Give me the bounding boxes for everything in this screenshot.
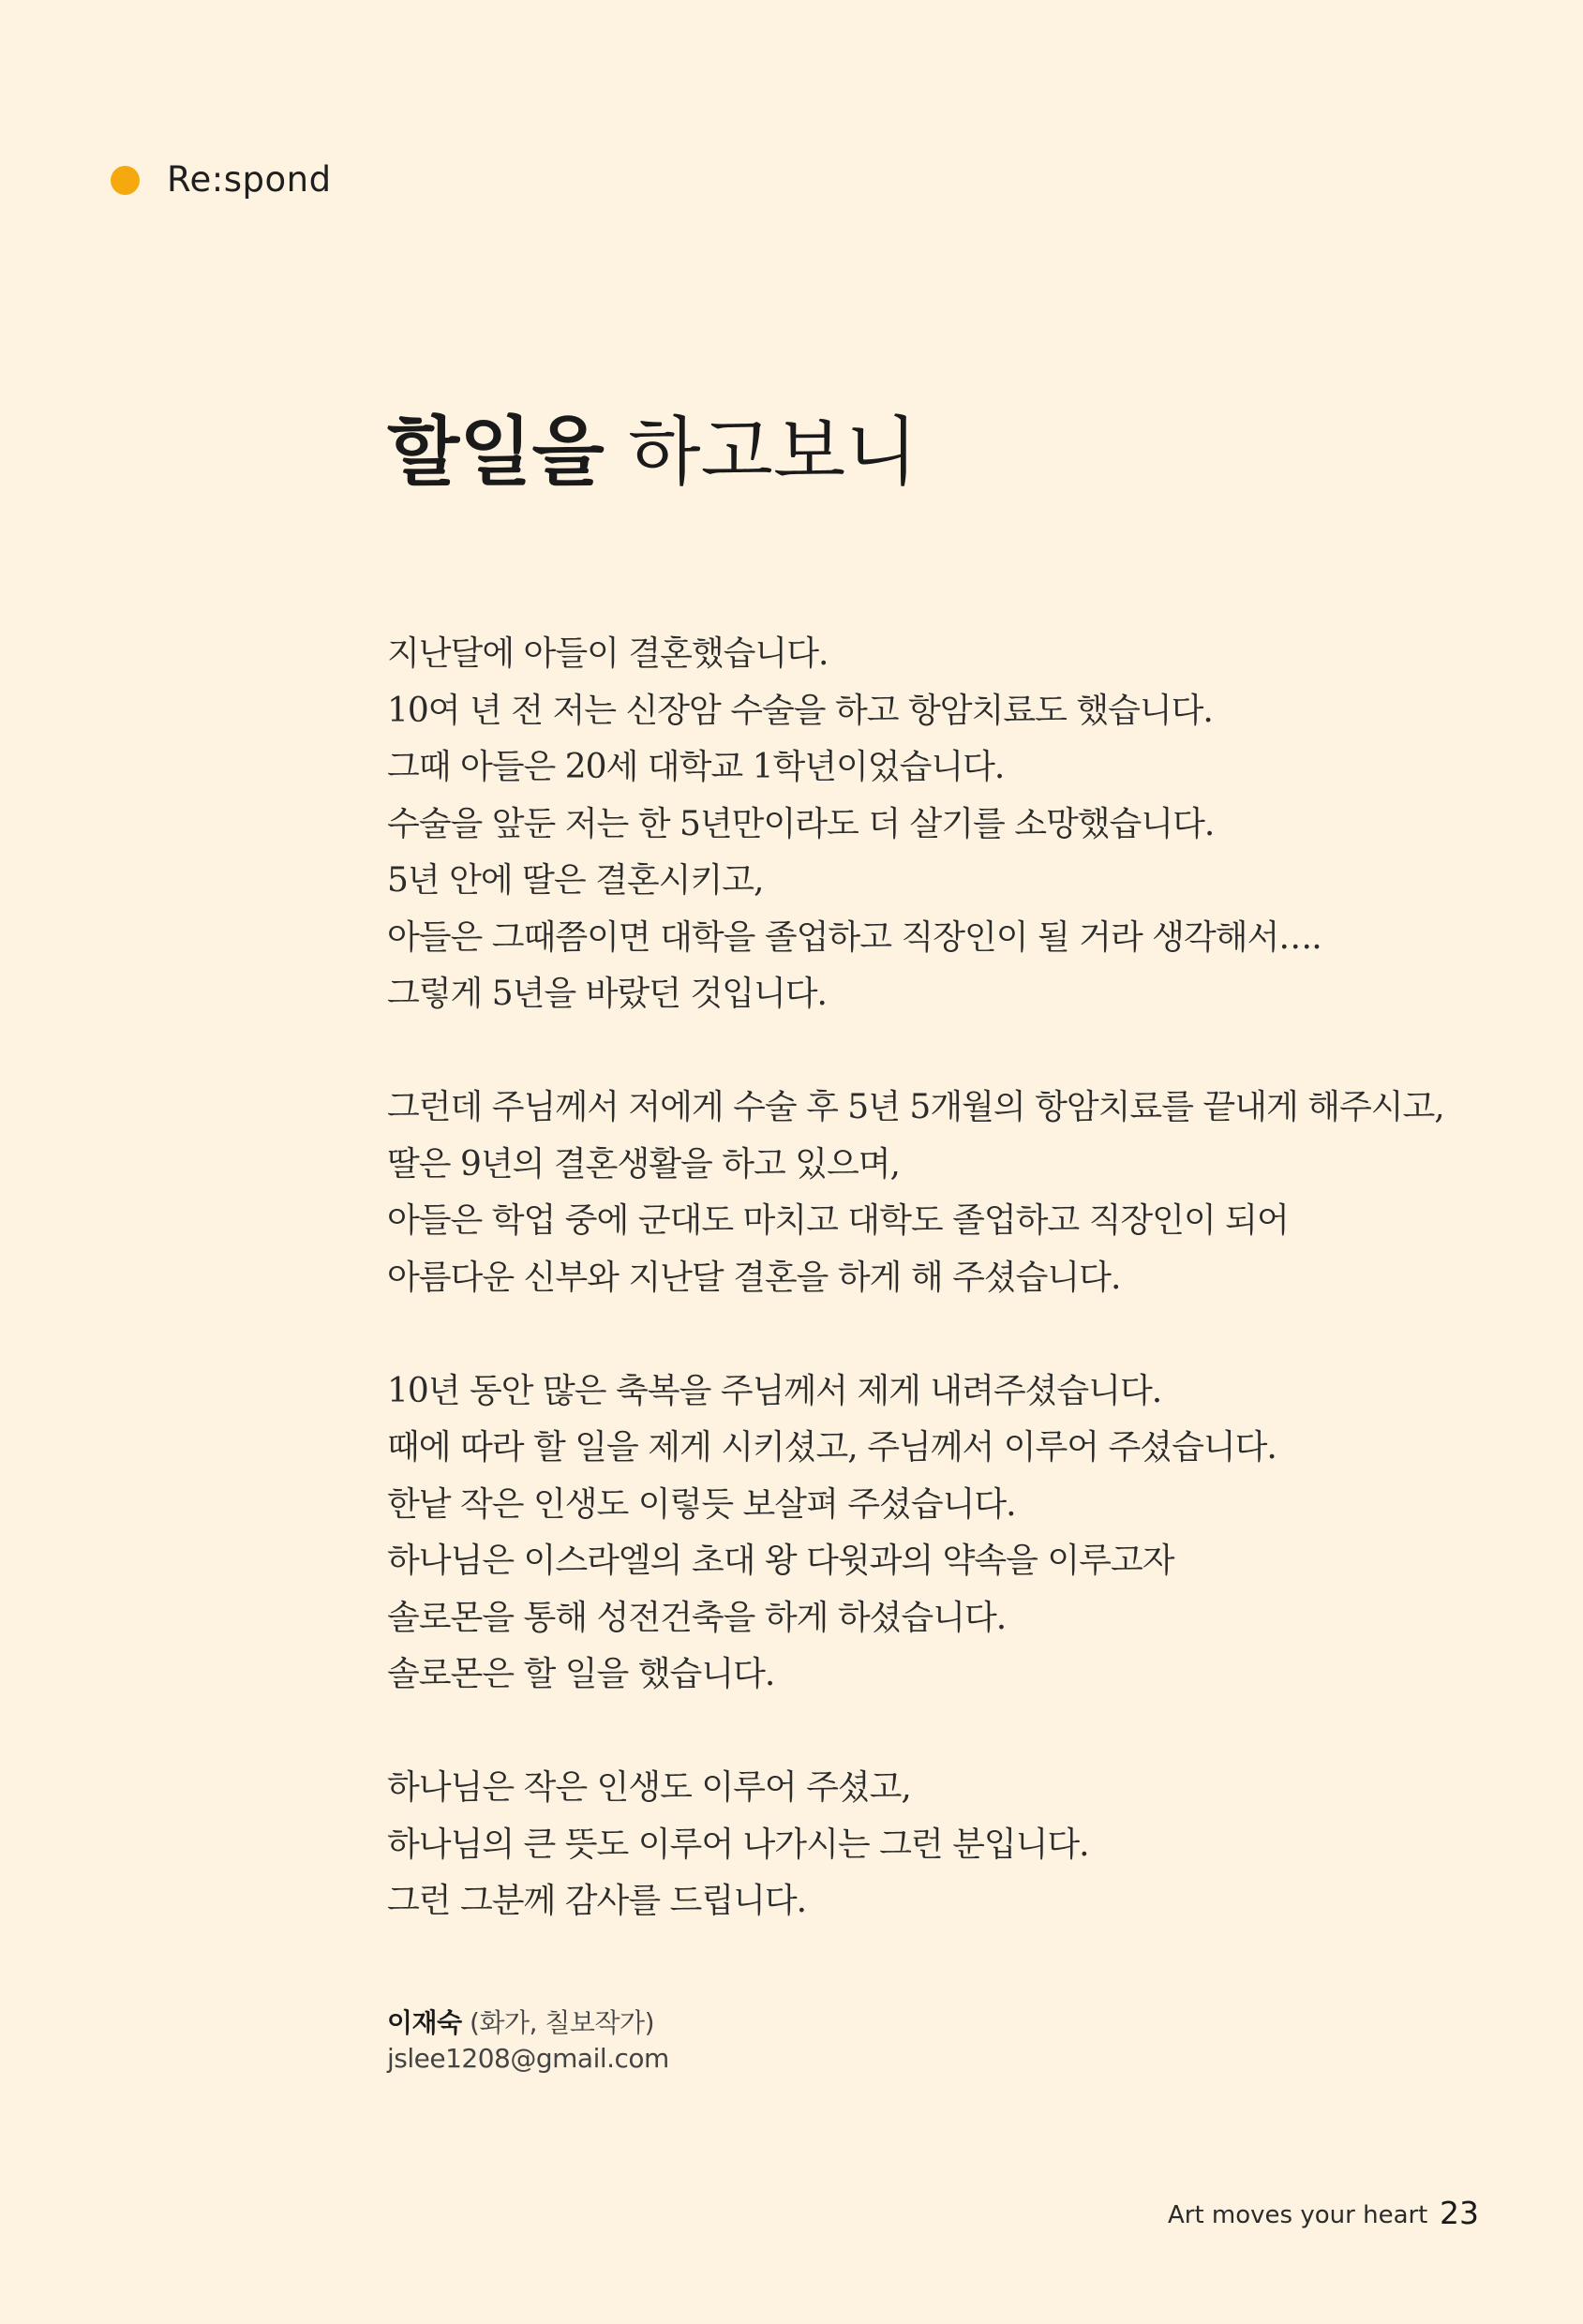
article-body	[387, 626, 1474, 1930]
body-line: 솔로몬은 할 일을 했습니다.	[387, 1655, 775, 1693]
author-credit	[387, 2005, 669, 2077]
footer-tagline: Art moves your heart	[1168, 2201, 1428, 2229]
body-line: 그런데 주님께서 저에게 수술 후 5년 5개월의 항암치료를 끝내게 해주시고,	[387, 1088, 1444, 1126]
section-marker-dot-icon	[111, 166, 140, 195]
stanza	[387, 1760, 1474, 1930]
author-name: 이재숙	[387, 2007, 462, 2038]
body-line: 하나님은 작은 인생도 이루어 주셨고,	[387, 1768, 911, 1807]
page-number: 23	[1440, 2195, 1479, 2231]
body-line: 지난달에 아들이 결혼했습니다.	[387, 634, 829, 673]
stanza	[387, 1080, 1474, 1306]
body-line: 아들은 그때쯤이면 대학을 졸업하고 직장인이 될 거라 생각해서….	[387, 917, 1322, 957]
body-line: 아름다운 신부와 지난달 결혼을 하게 해 주셨습니다.	[387, 1258, 1121, 1297]
article-title	[387, 405, 918, 499]
body-line: 한낱 작은 인생도 이렇듯 보살펴 주셨습니다.	[387, 1484, 1016, 1524]
stanza	[387, 626, 1474, 1023]
body-line: 때에 따라 할 일을 제게 시키셨고, 주님께서 이루어 주셨습니다.	[387, 1428, 1277, 1467]
body-line: 아들은 학업 중에 군대도 마치고 대학도 졸업하고 직장인이 되어	[387, 1201, 1289, 1240]
body-line: 딸은 9년의 결혼생활을 하고 있으며,	[387, 1144, 900, 1184]
body-line: 10여 년 전 저는 신장암 수술을 하고 항암치료도 했습니다.	[387, 691, 1213, 730]
author-role: (화가, 칠보작가)	[461, 2007, 654, 2038]
body-line: 그런 그분께 감사를 드립니다.	[387, 1882, 807, 1920]
body-line: 솔로몬을 통해 성전건축을 하게 하셨습니다.	[387, 1598, 1007, 1637]
section-label: Re:spond	[167, 159, 332, 200]
body-line: 10년 동안 많은 축복을 주님께서 제게 내려주셨습니다.	[387, 1371, 1162, 1410]
body-line: 하나님은 이스라엘의 초대 왕 다윗과의 약속을 이루고자	[387, 1542, 1174, 1580]
body-line: 그렇게 5년을 바랐던 것입니다.	[387, 975, 827, 1013]
body-line: 수술을 앞둔 저는 한 5년만이라도 더 살기를 소망했습니다.	[387, 804, 1215, 843]
article-title-bold: 할일을	[387, 408, 605, 496]
body-line: 하나님의 큰 뜻도 이루어 나가시는 그런 분입니다.	[387, 1825, 1089, 1864]
body-line: 5년 안에 딸은 결혼시키고,	[387, 861, 764, 900]
author-email: jslee1208@gmail.com	[387, 2043, 669, 2074]
stanza	[387, 1363, 1474, 1704]
body-line: 그때 아들은 20세 대학교 1학년이었습니다.	[387, 748, 1005, 786]
article-title-rest: 하고보니	[604, 409, 918, 496]
